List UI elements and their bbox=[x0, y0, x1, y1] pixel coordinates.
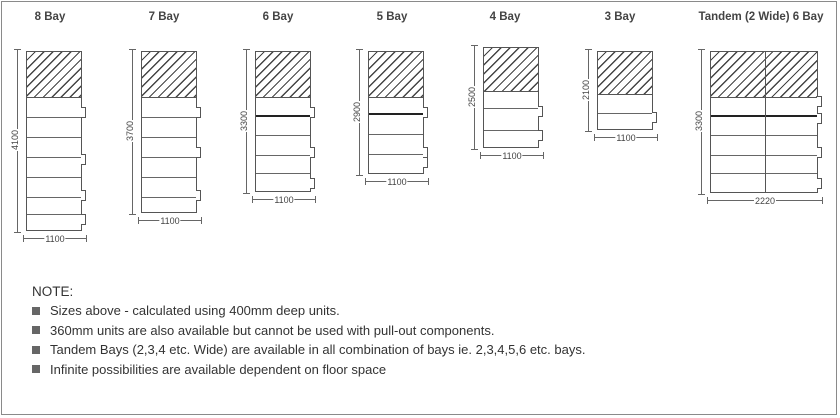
drawer-handle-icon bbox=[310, 178, 315, 189]
square-bullet-icon bbox=[32, 307, 40, 315]
width-dimension-label: 2220 bbox=[754, 196, 776, 206]
width-dimension-label: 1100 bbox=[45, 234, 65, 244]
drawer-handle-icon bbox=[81, 107, 86, 118]
shelf-line bbox=[369, 113, 423, 115]
shelf-line bbox=[142, 177, 196, 178]
drawer-handle-icon bbox=[310, 147, 315, 158]
drawer-handle-icon bbox=[81, 190, 86, 201]
width-dimension-label: 1100 bbox=[274, 195, 294, 205]
width-dimension-label: 1100 bbox=[502, 151, 522, 161]
drawer-handle-icon bbox=[196, 190, 201, 201]
bay-title: 7 Bay bbox=[148, 11, 180, 23]
square-bullet-icon bbox=[32, 326, 40, 334]
bay-title: Tandem (2 Wide) 6 Bay bbox=[698, 11, 824, 23]
shelf-line bbox=[711, 115, 817, 117]
bay-title: 3 Bay bbox=[604, 11, 636, 23]
cabinet bbox=[710, 51, 818, 193]
note-item bbox=[32, 340, 585, 360]
drawer-handle-icon bbox=[81, 214, 86, 225]
notes-section bbox=[32, 284, 585, 379]
bay-title: 6 Bay bbox=[262, 11, 294, 23]
shelf-line bbox=[27, 117, 81, 118]
cabinet bbox=[597, 51, 653, 130]
shelf-line bbox=[711, 135, 817, 136]
bay-title: 5 Bay bbox=[376, 11, 408, 23]
width-dimension-label: 1100 bbox=[616, 133, 636, 143]
drawer-handle-icon bbox=[81, 154, 86, 165]
cabinet bbox=[255, 51, 311, 192]
note-text: Sizes above - calculated using 400mm deep units. bbox=[50, 303, 340, 318]
cabinet bbox=[483, 47, 539, 148]
shelf-line bbox=[484, 108, 538, 109]
cabinet bbox=[26, 51, 82, 231]
note-text: Tandem Bays (2,3,4 etc. Wide) are available in all combination of bays ie. 2,3,4,5,6 etc. bays. bbox=[50, 342, 586, 357]
shelf-line bbox=[142, 157, 196, 158]
shelf-line bbox=[256, 115, 310, 117]
shelf-line bbox=[27, 197, 81, 198]
shelf-line bbox=[142, 117, 196, 118]
drawer-handle-icon bbox=[423, 107, 428, 118]
bay-title: 4 Bay bbox=[489, 11, 521, 23]
shelf-line bbox=[27, 214, 81, 215]
hatched-top-section bbox=[484, 48, 538, 92]
hatched-top-section bbox=[256, 52, 310, 98]
shelf-line bbox=[142, 137, 196, 138]
height-dimension-label: 2900 bbox=[352, 101, 363, 122]
shelf-line bbox=[142, 197, 196, 198]
drawer-handle-icon bbox=[310, 107, 315, 118]
note-item bbox=[32, 360, 585, 380]
hatched-top-section bbox=[27, 52, 81, 98]
height-dimension-label: 3700 bbox=[125, 120, 136, 142]
shelf-line bbox=[256, 155, 310, 156]
hatched-top-section bbox=[598, 52, 652, 95]
height-dimension-label: 2500 bbox=[467, 86, 478, 107]
height-dimension-label: 4100 bbox=[10, 129, 21, 151]
drawer-handle-icon bbox=[817, 113, 822, 124]
drawer-handle-icon bbox=[652, 112, 657, 123]
hatched-top-section bbox=[711, 52, 817, 98]
tandem-divider bbox=[765, 52, 766, 192]
shelf-line bbox=[484, 130, 538, 131]
shelf-line bbox=[711, 173, 817, 174]
shelf-line bbox=[256, 135, 310, 136]
note-item bbox=[32, 321, 585, 341]
square-bullet-icon bbox=[32, 365, 40, 373]
drawer-handle-icon bbox=[196, 147, 201, 158]
shelf-line bbox=[256, 173, 310, 174]
note-text: Infinite possibilities are available dependent on floor space bbox=[50, 361, 387, 377]
shelf-line bbox=[27, 177, 81, 178]
width-dimension-label: 1100 bbox=[387, 177, 407, 187]
width-dimension-label: 1100 bbox=[160, 216, 180, 226]
cabinet bbox=[141, 51, 197, 213]
drawer-handle-icon bbox=[423, 157, 428, 168]
note-text: 360mm units are also available but cannot be used with pull-out components. bbox=[50, 322, 495, 338]
height-dimension-label: 2100 bbox=[581, 79, 592, 100]
hatched-top-section bbox=[142, 52, 196, 98]
shelf-line bbox=[369, 134, 423, 135]
shelf-line bbox=[598, 113, 652, 114]
shelf-line bbox=[711, 155, 817, 156]
notes-title: NOTE: bbox=[32, 284, 74, 299]
drawer-handle-icon bbox=[538, 106, 543, 117]
shelf-line bbox=[369, 154, 423, 155]
note-item bbox=[32, 301, 585, 321]
cabinet bbox=[368, 51, 424, 174]
drawer-handle-icon bbox=[817, 178, 822, 189]
drawer-handle-icon bbox=[817, 147, 822, 158]
shelf-line bbox=[27, 137, 81, 138]
shelf-line bbox=[27, 157, 81, 158]
height-dimension-label: 3300 bbox=[694, 110, 705, 132]
drawer-handle-icon bbox=[196, 107, 201, 118]
height-dimension-label: 3300 bbox=[239, 110, 250, 131]
drawer-handle-icon bbox=[538, 130, 543, 141]
square-bullet-icon bbox=[32, 346, 40, 354]
drawer-handle-icon bbox=[817, 96, 822, 107]
hatched-top-section bbox=[369, 52, 423, 98]
bay-title: 8 Bay bbox=[34, 11, 66, 23]
